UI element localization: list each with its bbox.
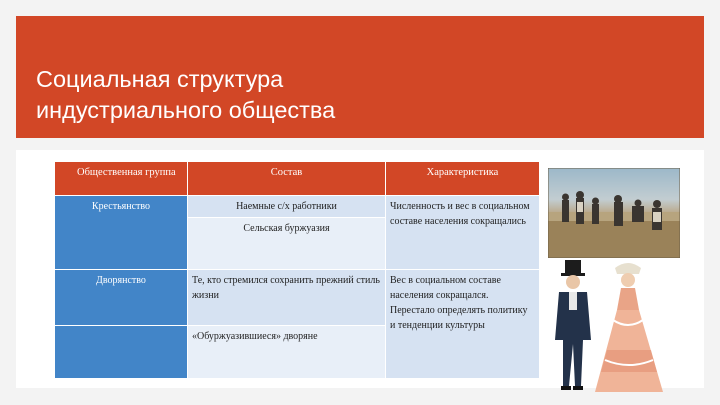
peasants-painting-image (548, 168, 680, 258)
composition-cell: «Обуржуазившиеся» дворяне (188, 326, 386, 379)
nobility-couple-image (553, 260, 671, 396)
composition-cell: Сельская буржуазия (188, 218, 386, 270)
composition-cell: Наемные с/х работники (188, 196, 386, 218)
title-line-1: Социальная структура (36, 66, 284, 92)
group-cell-nobility: Дворянство (55, 270, 188, 326)
characteristic-cell: Вес в социальном составе населения сокращался. Перестало определять политику и тенденции культуры (386, 270, 540, 379)
group-cell-peasantry: Крестьянство (55, 196, 188, 270)
header-group: Общественная группа (55, 162, 188, 196)
nobility-couple-svg (553, 260, 671, 396)
peasants-painting-svg (548, 168, 680, 258)
header-characteristic: Характеристика (386, 162, 540, 196)
social-structure-table (54, 161, 540, 379)
composition-cell: Те, кто стремился сохранить прежний стиль жизни (188, 270, 386, 326)
header-composition: Состав (188, 162, 386, 196)
group-cell-empty (55, 326, 188, 379)
table-header-row (55, 162, 540, 196)
table-row (55, 270, 540, 326)
title-line-2: индустриального общества (36, 97, 336, 123)
slide-title (36, 64, 456, 126)
table-row (55, 196, 540, 218)
characteristic-cell: Численность и вес в социальном составе населения сокращались (386, 196, 540, 270)
